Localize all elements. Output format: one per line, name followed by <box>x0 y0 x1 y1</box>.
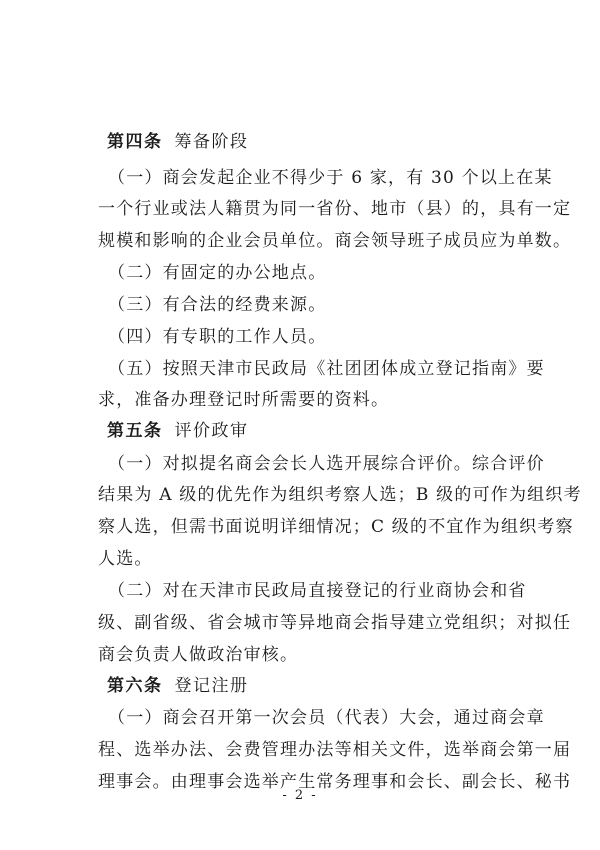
article-number: 第四条 <box>107 132 163 152</box>
paragraph-line: 规模和影响的企业会员单位。商会领导班子成员应为单数。 <box>98 231 572 251</box>
paragraph-line: （四）有专职的工作人员。 <box>108 327 327 347</box>
page-number: - 2 - <box>282 788 318 803</box>
article-title: 筹备阶段 <box>174 132 249 152</box>
paragraph-line: 一个行业或法人籍贯为同一省份、地市（县）的，具有一定 <box>98 199 572 219</box>
paragraph-line: （一）对拟提名商会会长人选开展综合评价。综合评价 <box>108 454 545 474</box>
article-title: 登记注册 <box>174 676 249 696</box>
paragraph-line: 程、选举办法、会费管理办法等相关文件，选举商会第一届 <box>98 740 572 760</box>
article-title: 评价政审 <box>174 421 249 441</box>
paragraph-line: 察人选，但需书面说明详细情况；C 级的不宜作为组织考察 <box>98 517 574 537</box>
paragraph-line: 理事会。由理事会选举产生常务理事和会长、副会长、秘书 <box>98 772 572 792</box>
paragraph-line: （五）按照天津市民政局《社团团体成立登记指南》要 <box>108 359 545 379</box>
paragraph-line: （三）有合法的经费来源。 <box>108 295 327 315</box>
paragraph-line: 求，准备办理登记时所需要的资料。 <box>98 390 390 410</box>
article-number: 第五条 <box>107 421 163 441</box>
paragraph-line: 人选。 <box>98 549 153 569</box>
paragraph-line: （一）商会召开第一次会员（代表）大会，通过商会章 <box>108 708 545 728</box>
paragraph-line: 结果为 A 级的优先作为组织考察人选；B 级的可作为组织考 <box>98 485 582 505</box>
article-5-heading <box>107 416 249 441</box>
paragraph-line: （二）有固定的办公地点。 <box>108 263 327 283</box>
paragraph-line: 商会负责人做政治审核。 <box>98 645 299 665</box>
paragraph-line: （二）对在天津市民政局直接登记的行业商协会和省 <box>108 581 527 601</box>
paragraph-line: （一）商会发起企业不得少于 6 家，有 30 个以上在某 <box>108 168 553 188</box>
paragraph-line: 级、副省级、省会城市等异地商会指导建立党组织；对拟任 <box>98 613 572 633</box>
article-number: 第六条 <box>107 676 163 696</box>
article-6-heading <box>107 671 249 696</box>
article-4-heading <box>107 127 249 152</box>
